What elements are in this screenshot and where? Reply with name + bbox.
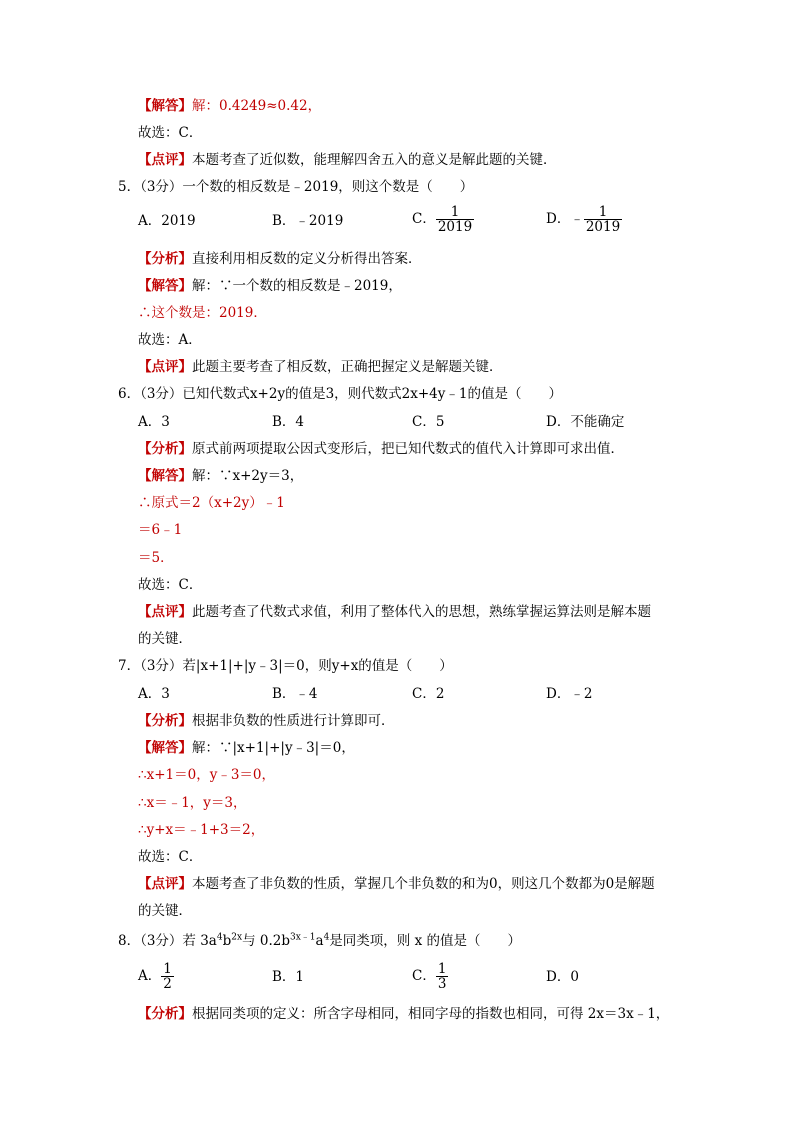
q7-step-1: ∴x+1＝0，y﹣3＝0， [138,767,275,783]
analysis-tag: 【分析】 [138,1006,192,1022]
comment-text: 此题主要考查了相反数，正确把握定义是解题关键． [192,359,503,375]
exponent: 3x﹣1 [289,932,316,943]
analysis-text: 根据同类项的定义：所含字母相同，相同字母的指数也相同，可得 2x＝3x﹣1， [192,1006,670,1022]
q6-comment-line-2: 的关键． [138,631,192,647]
comment-tag: 【点评】 [138,152,192,168]
fraction [436,205,474,234]
q5-comment-line [138,358,503,376]
q7-comment-line [138,875,655,893]
comment-tag: 【点评】 [138,359,192,375]
q6-answer-line [138,467,303,485]
option-label: C． [412,211,436,227]
answer-text: 解：0.4249≈0.42， [192,98,322,114]
answer-text: 解：∵|x+1|+|y﹣3|＝0， [192,740,355,756]
q6-step-1: ∴原式＝2（x+2y）﹣1 [138,495,285,511]
fraction [584,205,622,234]
q7-option-b: B．﹣4 [272,686,318,702]
q7-choose-line: 故选：C． [138,849,203,865]
q6-step-2: ＝6﹣1 [138,522,183,538]
q4-answer-line [138,97,321,115]
q8-stem [118,932,521,950]
comment-text: 本题考查了非负数的性质，掌握几个非负数的和为0，则这几个数都为0是解题 [192,876,655,892]
answer-tag: 【解答】 [138,278,192,294]
analysis-tag: 【分析】 [138,441,192,457]
exponent: 4 [323,932,330,943]
stem-part: 是同类项，则 x 的值是（ ） [329,933,521,949]
numerator: 1 [437,961,447,977]
q6-stem: 6．（3分）已知代数式x+2y的值是3，则代数式2x+4y﹣1的值是（ ） [118,386,562,402]
q7-analysis-line [138,712,395,730]
analysis-text: 原式前两项提取公因式变形后，把已知代数式的值代入计算即可求出值． [192,441,624,457]
q8-option-a [138,962,174,991]
q7-answer-line [138,739,355,757]
fraction [161,962,174,991]
q8-option-c [412,962,448,991]
q7-step-3: ∴y+x＝﹣1+3＝2， [138,822,265,838]
stem-part: a [315,933,324,949]
q6-option-c: C．5 [412,414,445,430]
denominator: 2019 [585,219,621,235]
q5-option-b: B．﹣2019 [272,213,344,229]
option-label: D．﹣ [546,211,584,227]
comment-tag: 【点评】 [138,876,192,892]
analysis-text: 直接利用相反数的定义分析得出答案． [192,251,422,267]
q7-option-d: D．﹣2 [546,686,593,702]
q4-choose-line: 故选：C． [138,125,203,141]
q8-analysis-line [138,1005,669,1023]
q7-option-a: A．3 [138,686,170,702]
q5-option-d [546,205,622,234]
denominator: 3 [437,976,447,992]
stem-part: 与 0.2b [242,933,290,949]
q5-stem: 5．（3分）一个数的相反数是﹣2019，则这个数是（ ） [118,179,474,195]
q5-answer-line [138,277,402,295]
q5-option-c [412,205,474,234]
exponent: 2x [231,932,243,943]
q6-option-b: B．4 [272,414,305,430]
q6-option-d: D．不能确定 [546,414,625,430]
denominator: 2 [163,976,172,992]
comment-text: 本题考查了近似数，能理解四舍五入的意义是解此题的关键． [192,152,557,168]
fraction [436,962,449,991]
stem-part: b [222,933,232,949]
numerator: 1 [163,961,172,977]
stem-part: 8．（3分）若 3a [118,933,217,949]
q5-choose-line: 故选：A． [138,332,202,348]
analysis-text: 根据非负数的性质进行计算即可． [192,713,395,729]
answer-tag: 【解答】 [138,468,192,484]
answer-text: 解：∵x+2y＝3， [192,468,304,484]
q6-choose-line: 故选：C． [138,577,203,593]
q6-option-a: A．3 [138,414,170,430]
answer-tag: 【解答】 [138,740,192,756]
q5-step-1: ∴这个数是：2019． [138,305,267,321]
q5-analysis-line [138,250,422,268]
answer-text: 解：∵一个数的相反数是﹣2019， [192,278,402,294]
answer-tag: 【解答】 [138,98,192,114]
q4-comment-line [138,151,557,169]
comment-tag: 【点评】 [138,604,192,620]
q8-option-d: D．0 [546,969,579,985]
option-label: C． [412,968,436,984]
q7-stem: 7．（3分）若|x+1|+|y﹣3|＝0，则y+x的值是（ ） [118,658,453,674]
q6-step-3: ＝5． [138,550,174,566]
analysis-tag: 【分析】 [138,713,192,729]
q7-step-2: ∴x＝﹣1，y＝3， [138,795,247,811]
numerator: 1 [436,205,474,220]
exponent: 4 [216,932,223,943]
numerator: 1 [584,205,622,220]
q5-option-a: A．2019 [138,213,196,229]
q6-analysis-line [138,440,624,458]
q7-comment-line-2: 的关键． [138,903,192,919]
q8-option-b: B．1 [272,969,305,985]
comment-text: 此题考查了代数式求值，利用了整体代入的思想，熟练掌握运算法则是解本题 [192,604,651,620]
q6-comment-line [138,603,651,621]
q7-option-c: C．2 [412,686,445,702]
denominator: 2019 [437,219,473,235]
analysis-tag: 【分析】 [138,251,192,267]
option-label: A． [138,968,162,984]
